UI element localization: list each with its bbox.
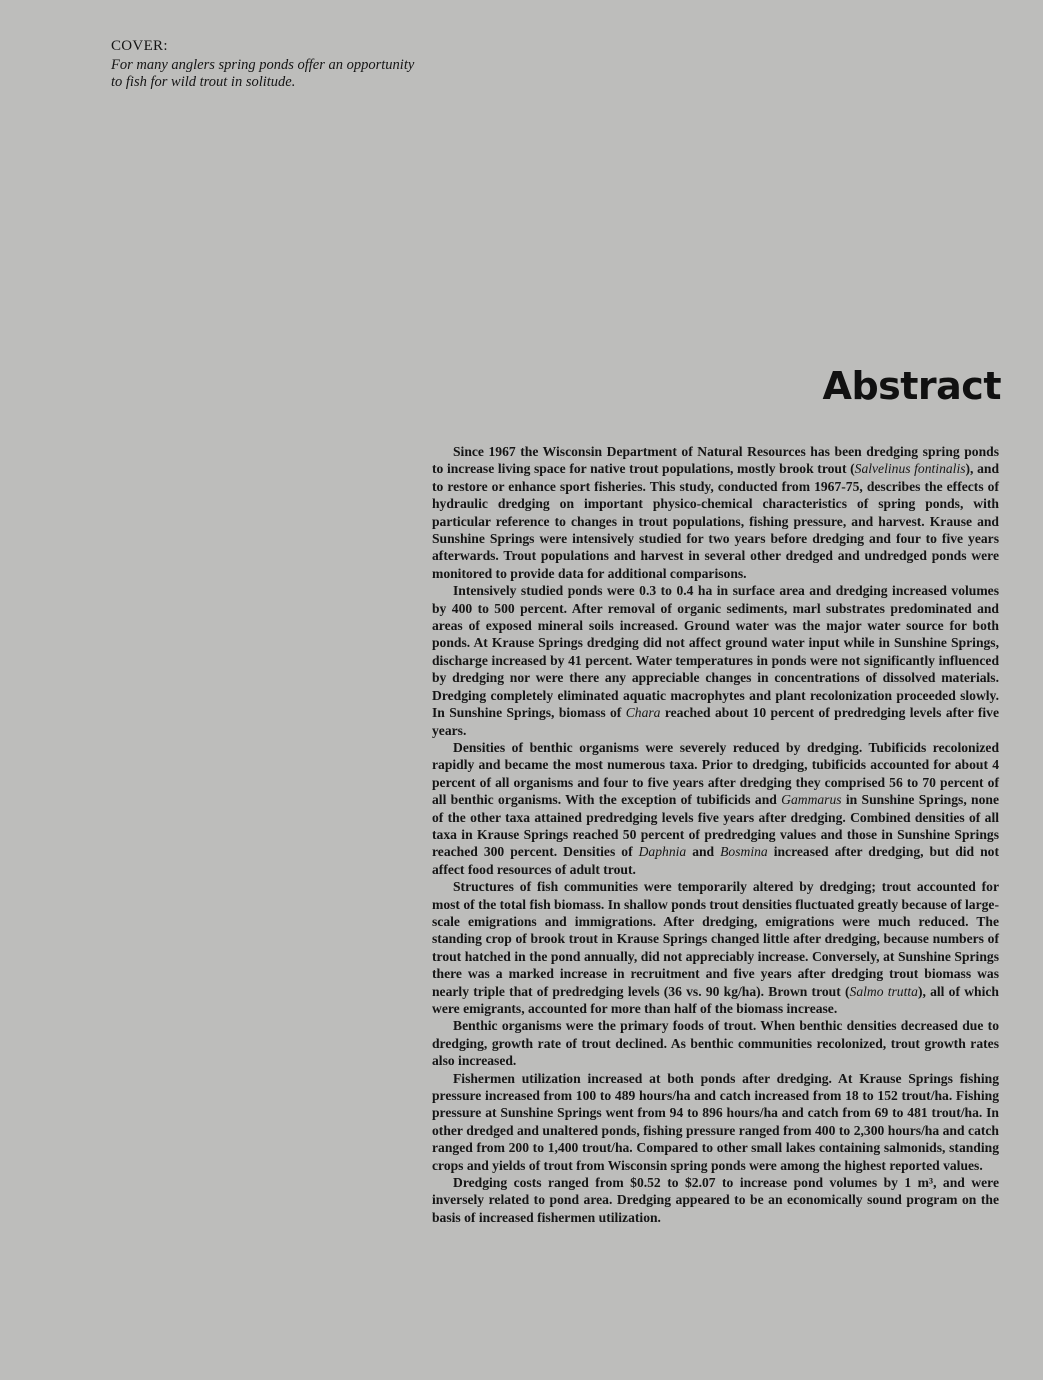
p2-text-b: reached about 10 percent of predredging levels after five years. [432,705,999,738]
p3-text-a: Densities of benthic organisms were severely reduced by dredging. Tubificids recolonized rapidly and became the most numerous taxa. Prior to dredging, tubificids accounted for about 4 percent of all organisms and four to five years after dredging they comprised 56 to 70 percent of all benthic organisms. With the exception of tubificids and [432,739,999,808]
cover-caption-line2: to fish for wild trout in solitude. [111,74,296,90]
p3-text-b: in Sunshine Springs, none of the other taxa attained predredging levels five years after dredging. Combined densities of all taxa in Krause Springs reached 50 percent of predredging values and those in Sunshine Springs reached 300 percent. Densities of [432,792,999,860]
genus-daphnia: Daphnia [638,844,687,860]
abstract-paragraph-1 [432,443,999,582]
abstract-paragraph-2 [432,582,999,739]
abstract-paragraph-5: Benthic organisms were the primary foods of trout. When benthic densities decreased due to dredging, growth rate of trout declined. As benthic communities recolonized, trout growth rates also increased. [432,1018,999,1069]
cover-label: COVER: [111,38,168,54]
species-salvelinus: Salvelinus fontinalis [854,461,966,477]
p3-text-c: and [686,844,721,860]
p1-text-b: ), and to restore or enhance sport fisheries. This study, conducted from 1967-75, describes the effects of hydraulic dredging on important physico-chemical characteristics of spring ponds, with particular reference to changes in trout populations, fishing pressure, and harvest. Krause and Sunshine Springs were intensively studied for two years before dredging and four to five years afterwards. Trout populations and harvest in several other dredged and undredged ponds were monitored to provide data for additional comparisons. [432,461,999,581]
genus-bosmina: Bosmina [720,844,768,860]
species-salmo-trutta: Salmo trutta [849,983,918,999]
abstract-paragraph-4 [432,878,999,1017]
p4-text-a: Structures of fish communities were temporarily altered by dredging; trout accounted for most of the total fish biomass. In shallow ponds trout densities fluctuated greatly because of large-scale emigrations and immigrations. After dredging, emigrations were much reduced. The standing crop of brook trout in Krause Springs changed little after dredging, because numbers of trout hatched in the pond annually, did not appreciably increase. Conversely, at Sunshine Springs there was a marked increase in recruitment and five years after dredging trout biomass was nearly triple that of predredging levels (36 vs. 90 kg/ha). Brown trout ( [432,879,999,999]
cover-caption-block [111,38,491,91]
p2-text-a: Intensively studied ponds were 0.3 to 0.4 ha in surface area and dredging increased volumes by 400 to 500 percent. After removal of organic sediments, marl substrates predominated and areas of exposed mineral soils increased. Ground water was the major water source for both ponds. At Krause Springs dredging did not affect ground water input while in Sunshine Springs, discharge increased by 41 percent. Water temperatures in ponds were not significantly influenced by dredging nor were there any appreciable changes in concentrations of dissolved materials. Dredging completely eliminated aquatic macrophytes and plant recolonization proceeded slowly. In Sunshine Springs, biomass of [432,583,999,721]
p1-text-a: Since 1967 the Wisconsin Department of Natural Resources has been dredging spring ponds to increase living space for native trout populations, mostly brook trout ( [432,444,999,477]
abstract-paragraph-6: Fishermen utilization increased at both ponds after dredging. At Krause Springs fishing pressure increased from 100 to 489 hours/ha and catch increased from 18 to 152 trout/ha. Fishing pressure at Sunshine Springs went from 94 to 896 hours/ha and catch from 69 to 481 trout/ha. In other dredged and unaltered ponds, fishing pressure ranged from 400 to 2,300 hours/ha and catch ranged from 200 to 1,400 trout/ha. Compared to other small lakes containing salmonids, standing crops and yields of trout from Wisconsin spring ponds were among the highest reported values. [432,1070,999,1173]
abstract-paragraph-7: Dredging costs ranged from $0.52 to $2.07 to increase pond volumes by 1 m³, and were inversely related to pond area. Dredging appeared to be an economically sound program on the basis of increased fishermen utilization. [432,1175,999,1225]
abstract-heading: Abstract [822,364,1001,408]
cover-caption-line1: For many anglers spring ponds offer an opportunity [111,57,415,73]
abstract-paragraph-3 [432,739,999,878]
p4-text-b: ), all of which were emigrants, accounted for more than half of the biomass increase. [432,983,999,1016]
abstract-body [432,443,999,1226]
genus-chara: Chara [625,705,661,721]
p3-text-d: increased after dredging, but did not affect food resources of adult trout. [432,844,999,877]
genus-gammarus: Gammarus [781,792,842,808]
cover-caption [111,57,491,91]
